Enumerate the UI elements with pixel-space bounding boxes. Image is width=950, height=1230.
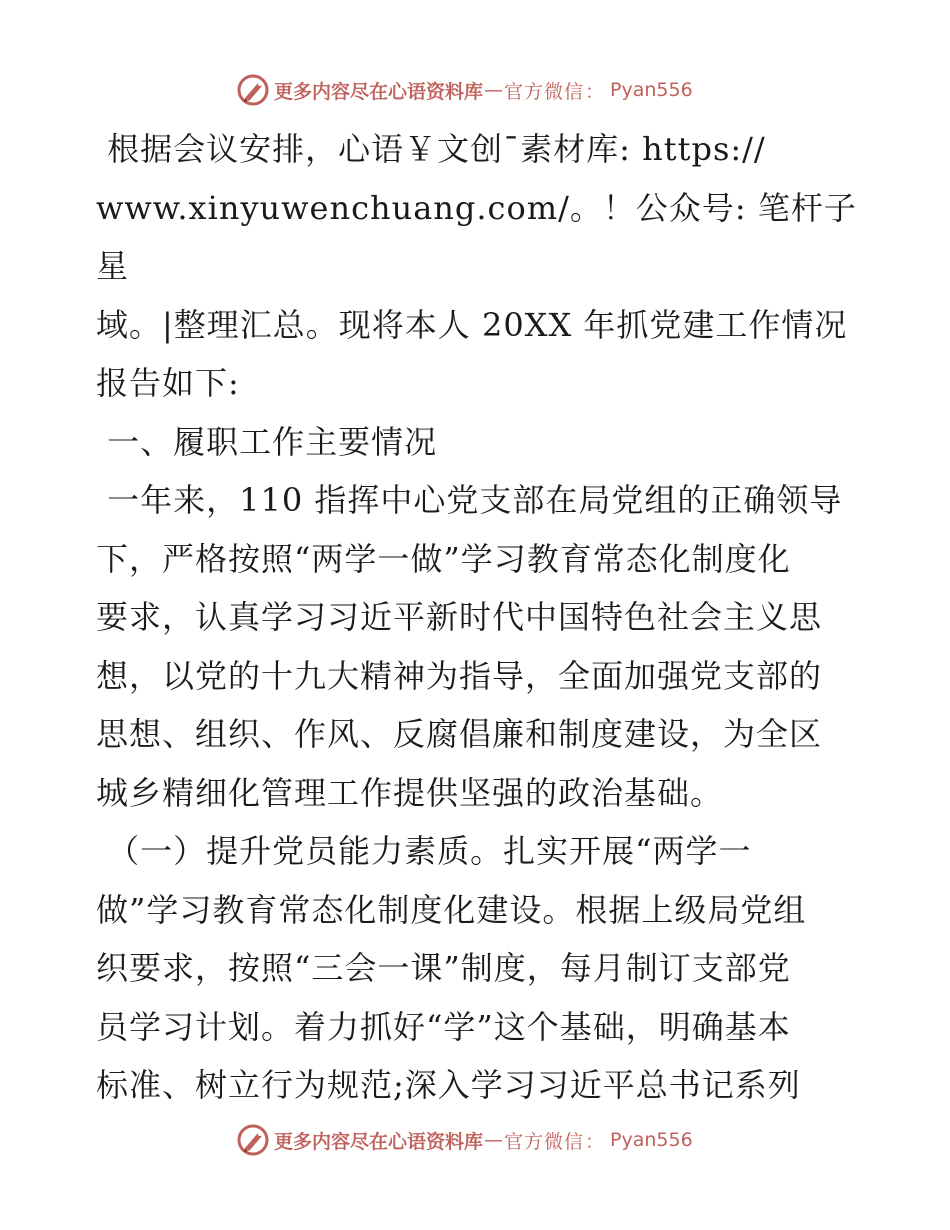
watermark-dash: — xyxy=(484,79,504,101)
watermark-official: 官方微信 xyxy=(504,1130,585,1153)
paragraph-1-line-5: 思想、组织、作风、反腐倡廉和制度建设，为全区 xyxy=(96,715,823,753)
paragraph-1-line-2: 下，严格按照“两学一做”学习教育常态化制度化 xyxy=(96,539,791,578)
intro-line-4: 报告如下: xyxy=(96,364,240,402)
watermark-text: 更多内容尽在心语资料库 xyxy=(274,1130,484,1153)
watermark-wechat-id: Pyan556 xyxy=(610,1129,693,1151)
pen-logo-icon xyxy=(236,1123,270,1157)
paragraph-2-line-5: 标准、树立行为规范;深入学习习近平总书记系列 xyxy=(96,1066,801,1104)
header-watermark xyxy=(236,72,693,108)
paragraph-1-line-3: 要求，认真学习习近平新时代中国特色社会主义思 xyxy=(96,598,823,636)
paragraph-1-line-6: 城乡精细化管理工作提供坚强的政治基础。 xyxy=(96,773,724,812)
paragraph-2-line-1: （一）提升党员能力素质。扎实开展“两学一 xyxy=(96,832,752,870)
paragraph-1-line-1: 一年来，110 指挥中心党支部在局党组的正确领导 xyxy=(96,481,843,519)
paragraph-2-line-4: 员学习计划。着力抓好“学”这个基础，明确基本 xyxy=(96,1007,791,1046)
document-body xyxy=(96,120,866,1115)
pen-logo-icon xyxy=(236,73,270,107)
watermark-wechat-id: Pyan556 xyxy=(610,79,693,101)
watermark-text: 更多内容尽在心语资料库 xyxy=(274,80,484,103)
watermark-dash: — xyxy=(484,1129,504,1151)
intro-line-1: 根据会议安排，心语￥文创¯素材库: https:// xyxy=(96,130,766,168)
watermark-official: 官方微信 xyxy=(504,80,585,103)
watermark-colon: ： xyxy=(585,1130,605,1153)
paragraph-1-line-4: 想，以党的十九大精神为指导，全面加强党支部的 xyxy=(96,656,823,695)
watermark-colon: ： xyxy=(585,80,605,103)
paragraph-2-line-3: 织要求，按照“三会一课”制度，每月制订支部党 xyxy=(96,949,791,987)
paragraph-2-line-2: 做”学习教育常态化制度化建设。根据上级局党组 xyxy=(96,890,807,929)
footer-watermark xyxy=(236,1122,693,1158)
intro-line-3: 域。|整理汇总。现将本人 20XX 年抓党建工作情况 xyxy=(96,305,848,344)
section-heading: 一、履职工作主要情况 xyxy=(96,422,438,461)
intro-line-2: www.xinyuwenchuang.com/。！公众号: 笔杆子星 xyxy=(96,188,857,285)
